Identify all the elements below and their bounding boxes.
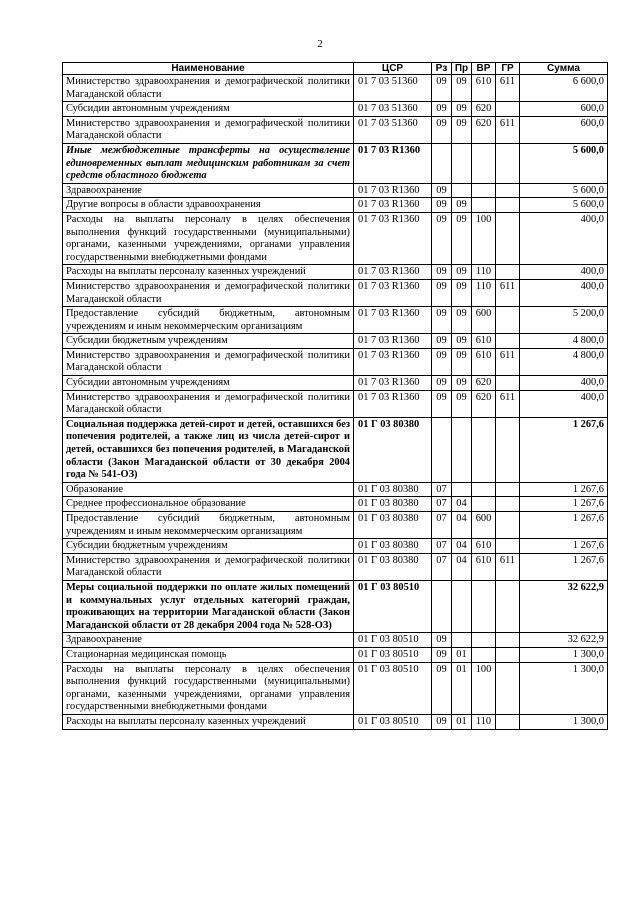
row-sum: 4 800,0 [520, 334, 608, 349]
row-gr [496, 417, 520, 482]
row-rz: 09 [432, 647, 452, 662]
row-pr [452, 482, 472, 497]
row-rz: 09 [432, 662, 452, 714]
row-gr [496, 143, 520, 183]
row-rz: 07 [432, 539, 452, 554]
row-vr: 600 [472, 307, 496, 334]
row-sum: 1 300,0 [520, 662, 608, 714]
row-csr: 01 Г 03 80510 [354, 633, 432, 648]
table-row [63, 334, 608, 349]
header-name: Наименование [63, 63, 354, 75]
row-csr: 01 Г 03 80380 [354, 497, 432, 512]
table-row [63, 183, 608, 198]
row-sum: 1 300,0 [520, 714, 608, 729]
row-rz: 09 [432, 265, 452, 280]
row-sum: 5 600,0 [520, 183, 608, 198]
row-pr: 09 [452, 116, 472, 143]
row-rz: 09 [432, 212, 452, 264]
row-csr: 01 7 03 R1360 [354, 143, 432, 183]
row-csr: 01 7 03 R1360 [354, 183, 432, 198]
row-name: Стационарная медицинская помощь [63, 647, 354, 662]
row-gr [496, 647, 520, 662]
row-rz [432, 580, 452, 632]
table-row [63, 390, 608, 417]
header-gr: ГР [496, 63, 520, 75]
row-sum: 400,0 [520, 265, 608, 280]
row-sum: 1 300,0 [520, 647, 608, 662]
table-body [63, 75, 608, 730]
row-sum: 1 267,6 [520, 539, 608, 554]
row-rz: 09 [432, 633, 452, 648]
row-sum: 1 267,6 [520, 553, 608, 580]
row-name: Министерство здравоохранения и демографической политики Магаданской области [63, 553, 354, 580]
row-csr: 01 7 03 R1360 [354, 348, 432, 375]
row-sum: 5 200,0 [520, 307, 608, 334]
table-row [63, 116, 608, 143]
table-row [63, 417, 608, 482]
row-csr: 01 Г 03 80380 [354, 512, 432, 539]
row-vr [472, 647, 496, 662]
table-row [63, 647, 608, 662]
table-row [63, 497, 608, 512]
row-vr: 620 [472, 102, 496, 117]
row-gr [496, 580, 520, 632]
row-name: Социальная поддержка детей-сирот и детей, оставшихся без попечения родителей, а также лиц из числа детей-сирот и детей, оставшихся без попечения родителей, в Магаданской области (Закон Магаданской области от 30 декабря 2004 года № 541-ОЗ) [63, 417, 354, 482]
row-csr: 01 Г 03 80510 [354, 714, 432, 729]
row-sum: 600,0 [520, 102, 608, 117]
row-pr: 09 [452, 279, 472, 306]
table-row [63, 376, 608, 391]
row-pr: 04 [452, 553, 472, 580]
row-name: Расходы на выплаты персоналу казенных учреждений [63, 265, 354, 280]
row-sum: 5 600,0 [520, 143, 608, 183]
row-rz: 09 [432, 390, 452, 417]
header-csr: ЦСР [354, 63, 432, 75]
table-row [63, 580, 608, 632]
table-row [63, 102, 608, 117]
row-pr [452, 183, 472, 198]
row-csr: 01 Г 03 80380 [354, 482, 432, 497]
row-pr: 01 [452, 647, 472, 662]
row-name: Образование [63, 482, 354, 497]
row-rz: 07 [432, 553, 452, 580]
row-pr: 09 [452, 390, 472, 417]
table-row [63, 633, 608, 648]
row-vr [472, 198, 496, 213]
row-gr [496, 334, 520, 349]
row-csr: 01 7 03 R1360 [354, 212, 432, 264]
row-rz: 09 [432, 348, 452, 375]
row-vr: 610 [472, 553, 496, 580]
page-number: 2 [317, 38, 323, 50]
row-pr: 04 [452, 539, 472, 554]
row-vr: 620 [472, 116, 496, 143]
row-name: Субсидии автономным учреждениям [63, 102, 354, 117]
row-pr: 09 [452, 212, 472, 264]
row-gr [496, 212, 520, 264]
row-gr [496, 183, 520, 198]
row-pr: 01 [452, 662, 472, 714]
row-vr: 110 [472, 265, 496, 280]
row-pr: 09 [452, 75, 472, 102]
row-vr [472, 497, 496, 512]
row-rz: 07 [432, 482, 452, 497]
row-vr: 620 [472, 390, 496, 417]
row-sum: 400,0 [520, 212, 608, 264]
row-gr [496, 539, 520, 554]
row-name: Здравоохранение [63, 183, 354, 198]
table-row [63, 198, 608, 213]
row-rz: 09 [432, 376, 452, 391]
row-pr: 09 [452, 102, 472, 117]
row-gr [496, 482, 520, 497]
row-csr: 01 7 03 51360 [354, 75, 432, 102]
row-csr: 01 Г 03 80510 [354, 647, 432, 662]
row-vr [472, 580, 496, 632]
table-row [63, 348, 608, 375]
row-gr: 611 [496, 348, 520, 375]
row-vr [472, 143, 496, 183]
row-csr: 01 7 03 R1360 [354, 279, 432, 306]
table-row [63, 553, 608, 580]
row-vr [472, 417, 496, 482]
header-rz: Рз [432, 63, 452, 75]
header-vr: ВР [472, 63, 496, 75]
row-gr: 611 [496, 75, 520, 102]
row-vr: 110 [472, 714, 496, 729]
row-name: Расходы на выплаты персоналу в целях обеспечения выполнения функций государственными (муниципальными) органами, казенными учреждениями, органами управления государственными внебюджетными фондами [63, 212, 354, 264]
row-pr [452, 633, 472, 648]
row-name: Расходы на выплаты персоналу казенных учреждений [63, 714, 354, 729]
row-gr [496, 512, 520, 539]
row-rz [432, 143, 452, 183]
table-row [63, 75, 608, 102]
row-rz: 09 [432, 116, 452, 143]
row-sum: 1 267,6 [520, 497, 608, 512]
row-pr: 04 [452, 512, 472, 539]
table-row [63, 143, 608, 183]
row-pr: 09 [452, 265, 472, 280]
row-rz: 09 [432, 307, 452, 334]
row-name: Предоставление субсидий бюджетным, автономным учреждениям и иным некоммерческим организациям [63, 512, 354, 539]
row-pr: 09 [452, 334, 472, 349]
row-name: Расходы на выплаты персоналу в целях обеспечения выполнения функций государственными (муниципальными) органами, казенными учреждениями, органами управления государственными внебюджетными фондами [63, 662, 354, 714]
row-pr [452, 580, 472, 632]
row-vr [472, 633, 496, 648]
row-csr: 01 Г 03 80510 [354, 580, 432, 632]
row-gr [496, 633, 520, 648]
row-name: Среднее профессиональное образование [63, 497, 354, 512]
table-row [63, 279, 608, 306]
row-name: Субсидии бюджетным учреждениям [63, 334, 354, 349]
row-rz: 09 [432, 714, 452, 729]
row-vr: 100 [472, 662, 496, 714]
row-csr: 01 Г 03 80380 [354, 553, 432, 580]
row-gr [496, 307, 520, 334]
row-name: Здравоохранение [63, 633, 354, 648]
row-rz: 09 [432, 102, 452, 117]
row-pr: 04 [452, 497, 472, 512]
row-vr: 610 [472, 334, 496, 349]
table-row [63, 662, 608, 714]
row-rz: 09 [432, 183, 452, 198]
row-csr: 01 7 03 R1360 [354, 390, 432, 417]
row-name: Другие вопросы в области здравоохранения [63, 198, 354, 213]
row-pr [452, 417, 472, 482]
row-pr: 01 [452, 714, 472, 729]
row-sum: 400,0 [520, 390, 608, 417]
row-csr: 01 7 03 R1360 [354, 307, 432, 334]
row-csr: 01 Г 03 80380 [354, 539, 432, 554]
table-header-row [63, 63, 608, 75]
row-pr: 09 [452, 348, 472, 375]
row-rz [432, 417, 452, 482]
row-csr: 01 7 03 51360 [354, 116, 432, 143]
row-gr [496, 497, 520, 512]
row-sum: 400,0 [520, 376, 608, 391]
row-vr: 110 [472, 279, 496, 306]
row-sum: 1 267,6 [520, 417, 608, 482]
row-rz: 09 [432, 75, 452, 102]
row-gr [496, 102, 520, 117]
row-pr: 09 [452, 198, 472, 213]
table-row [63, 482, 608, 497]
budget-table [62, 62, 608, 730]
row-sum: 4 800,0 [520, 348, 608, 375]
row-vr: 610 [472, 348, 496, 375]
row-vr: 600 [472, 512, 496, 539]
row-sum: 32 622,9 [520, 633, 608, 648]
row-vr: 610 [472, 75, 496, 102]
row-gr: 611 [496, 390, 520, 417]
row-name: Министерство здравоохранения и демографической политики Магаданской области [63, 75, 354, 102]
row-sum: 5 600,0 [520, 198, 608, 213]
row-gr: 611 [496, 116, 520, 143]
row-gr: 611 [496, 279, 520, 306]
row-sum: 6 600,0 [520, 75, 608, 102]
row-name: Меры социальной поддержки по оплате жилых помещений и коммунальных услуг отдельных категорий граждан, проживающих на территории Магаданской области (Закон Магаданской области от 28 декабря 2004 года № 528-ОЗ) [63, 580, 354, 632]
row-vr: 100 [472, 212, 496, 264]
header-pr: Пр [452, 63, 472, 75]
row-sum: 1 267,6 [520, 512, 608, 539]
row-gr [496, 198, 520, 213]
row-rz: 07 [432, 512, 452, 539]
row-gr [496, 376, 520, 391]
row-pr [452, 143, 472, 183]
row-csr: 01 7 03 R1360 [354, 265, 432, 280]
table-row [63, 212, 608, 264]
row-gr: 611 [496, 553, 520, 580]
row-pr: 09 [452, 307, 472, 334]
row-name: Субсидии бюджетным учреждениям [63, 539, 354, 554]
row-vr: 610 [472, 539, 496, 554]
row-name: Министерство здравоохранения и демографической политики Магаданской области [63, 116, 354, 143]
row-rz: 09 [432, 279, 452, 306]
row-csr: 01 7 03 R1360 [354, 334, 432, 349]
table-row [63, 307, 608, 334]
row-csr: 01 7 03 51360 [354, 102, 432, 117]
row-csr: 01 7 03 R1360 [354, 198, 432, 213]
row-sum: 1 267,6 [520, 482, 608, 497]
table-row [63, 265, 608, 280]
row-rz: 09 [432, 198, 452, 213]
row-name: Министерство здравоохранения и демографической политики Магаданской области [63, 390, 354, 417]
row-name: Иные межбюджетные трансферты на осуществление единовременных выплат медицинским работникам за счет средств областного бюджета [63, 143, 354, 183]
header-sum: Сумма [520, 63, 608, 75]
row-vr [472, 482, 496, 497]
table-row [63, 512, 608, 539]
row-name: Субсидии автономным учреждениям [63, 376, 354, 391]
row-gr [496, 662, 520, 714]
row-pr: 09 [452, 376, 472, 391]
row-csr: 01 Г 03 80380 [354, 417, 432, 482]
row-vr: 620 [472, 376, 496, 391]
row-vr [472, 183, 496, 198]
row-gr [496, 714, 520, 729]
row-rz: 07 [432, 497, 452, 512]
row-sum: 600,0 [520, 116, 608, 143]
row-rz: 09 [432, 334, 452, 349]
table-row [63, 714, 608, 729]
row-gr [496, 265, 520, 280]
table-row [63, 539, 608, 554]
row-sum: 400,0 [520, 279, 608, 306]
row-sum: 32 622,9 [520, 580, 608, 632]
row-name: Министерство здравоохранения и демографической политики Магаданской области [63, 279, 354, 306]
row-csr: 01 7 03 R1360 [354, 376, 432, 391]
row-csr: 01 Г 03 80510 [354, 662, 432, 714]
row-name: Предоставление субсидий бюджетным, автономным учреждениям и иным некоммерческим организациям [63, 307, 354, 334]
row-name: Министерство здравоохранения и демографической политики Магаданской области [63, 348, 354, 375]
